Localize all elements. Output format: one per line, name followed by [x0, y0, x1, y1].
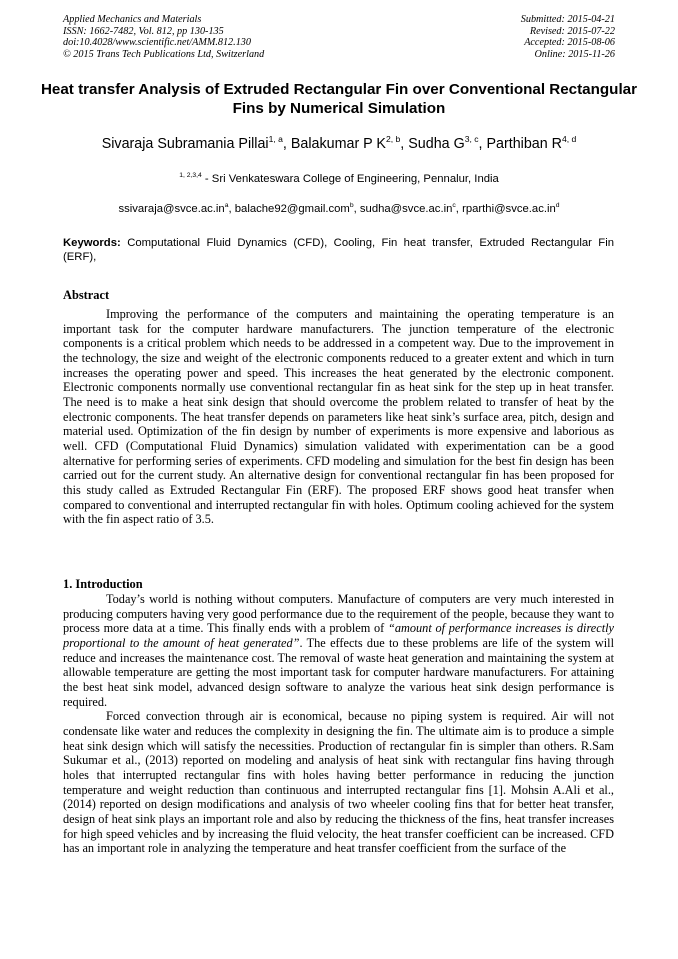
keywords-text: Computational Fluid Dynamics (CFD), Cooling, Fin heat transfer, Extruded Rectangular Fin (ERF), — [63, 237, 614, 263]
author-superscript: 4, d — [561, 134, 577, 145]
keywords — [63, 236, 614, 264]
intro-text: . The effects due to these problems are life of the system will reduce and increases the maintenance cost. The removal of waste heat generation and maintaining the system at allowable temperature are getting the most important task for computer hardware manufacturers. For attaining the best heat sink model, advanced design software to analyze the various heat sink design performance is required. — [63, 635, 614, 709]
introduction-heading: 1. Introduction — [63, 577, 143, 591]
author-name: Parthiban R — [486, 136, 562, 152]
email-superscript: c — [452, 202, 456, 210]
author-superscript: 1, a — [268, 134, 283, 145]
introduction-body — [63, 592, 614, 856]
author-email[interactable]: balache92@gmail.com — [234, 203, 350, 215]
abstract-heading: Abstract — [63, 288, 110, 302]
author-name: Sivaraja Subramania Pillai — [101, 136, 269, 152]
author-superscript: 2, b — [385, 134, 401, 145]
author-superscript: 3, c — [464, 134, 479, 145]
introduction-paragraph — [63, 592, 614, 709]
introduction-paragraph: Forced convection through air is economical, because no piping system is required. Air will not condensate like water and reduces the complexity in designing the fin. The ultimate aim is to produce a simple heat sink design which will satisfy the necessities. Production of rectangular fin is simpler than others. R.Sam Sukumar et al., (2013) reported on modeling and analysis of heat sink with rectangular fins having through holes that interrupted rectangular fins with holes having better performance in reducing the junction temperature and weight reduction than continuous and interrupted rectangular fins [1]. Mohsin A.Ali et al., (2014) reported on design modifications and analysis of two wheeler cooling fins that for better heat transfer, design of heat sink plays an important role and also by reducing the thickness of the fins, heat transfer increases for high speed vehicles and by increasing the fluid velocity, the heat transfer coefficient can be increased. CFD has an important role in analyzing the temperature and heat transfer coefficient from the surface of the — [63, 709, 614, 856]
email-superscript: a — [224, 202, 229, 210]
email-superscript: b — [349, 202, 354, 210]
intro-text: Today’s world is nothing without computers. Manufacture of computers are very much interested in producing computers having very good performance due to the requirement of the people, because they want to process more data at a time. This finally ends with a problem of — [63, 592, 614, 636]
abstract-body — [63, 307, 614, 527]
author-email[interactable]: rparthi@svce.ac.in — [462, 203, 556, 215]
intro-quote: “amount of performance increases is directly proportional to the amount of heat generated” — [63, 621, 614, 650]
journal-copyright: © 2015 Trans Tech Publications Ltd, Switzerland — [63, 48, 265, 60]
author-name: Sudha G — [408, 136, 465, 152]
author-email[interactable]: sudha@svce.ac.in — [359, 203, 453, 215]
email-list: $ssivaraja@svce.ac.in^a$, balache92@gmail.com$^b$, $sudha@svce.ac.in^c$, $rparthi@svce.ac.in^d$ — [118, 202, 560, 215]
date-accepted: Accepted: 2015-08-06 — [524, 37, 615, 49]
journal-info — [63, 14, 264, 60]
author-list: Sivaraja Subramania Pillai$^{1, a}$, Balakumar P K$^{2, b}$, Sudha G$^{3, c}$, Parthiban R$^{4, d}$ — [101, 134, 577, 152]
abstract-paragraph: Improving the performance of the computers and maintaining the operating temperature is an important task for the computer hardware manufacturers. The junction temperature of the electronic components is a critical problem which needs to be addressed in a competent way. Due to the improvement in the technology, the size and weight of the electronic components reduced to a greater extent and which in turn increases the operating power and speed. This increases the heat generated by the electronic component. Electronic components normally use conventional rectangular fin as heat sink for the step up in heat transfer. The need is to make a heat sink design that should overcome the problem related to transfer of heat by the electronic components. The heat transfer depends on parameters like heat sink’s surface area, pitch, design and material used. Optimization of the fin design by number of experiments is more expensive and laborious as well. CFD (Computational Fluid Dynamics) simulation validated with experimentation can be a good alternative for performing series of experiments. CFD modeling and simulation for the best fin design has been carried out for the current study. An alternative design for conventional rectangular fin has been proposed for this study called as Extruded Rectangular Fin (ERF). The proposed ERF shows good heat transfer when compared to conventional and interrupted rectangular fin with holes. Optimum cooling achieved for the system with the fin aspect ratio of 3.5. — [63, 307, 614, 527]
journal-issn: ISSN: 1662-7482, Vol. 812, pp 130-135 — [63, 25, 224, 37]
journal-name: Applied Mechanics and Materials — [63, 14, 202, 25]
affiliation-superscript: 1, 2,3,4 — [179, 172, 202, 180]
publication-dates — [521, 14, 615, 60]
journal-doi: doi:10.4028/www.scientific.net/AMM.812.130 — [63, 37, 251, 49]
author-email[interactable]: ssivaraja@svce.ac.in — [118, 203, 225, 215]
author-name: Balakumar P K — [290, 136, 386, 152]
keywords-label: Keywords: — [63, 237, 121, 249]
date-online: Online: 2015-11-26 — [534, 48, 615, 60]
paper-title: Heat transfer Analysis of Extruded Rectangular Fin over Conventional Rectangular Fins by Numerical Simulation — [40, 81, 638, 117]
affiliation — [40, 172, 638, 187]
affiliation-text: - Sri Venkateswara College of Engineering, Pennalur, India — [201, 173, 499, 185]
date-revised: Revised: 2015-07-22 — [529, 25, 615, 37]
date-submitted: Submitted: 2015-04-21 — [520, 14, 615, 25]
email-superscript: d — [555, 202, 560, 210]
